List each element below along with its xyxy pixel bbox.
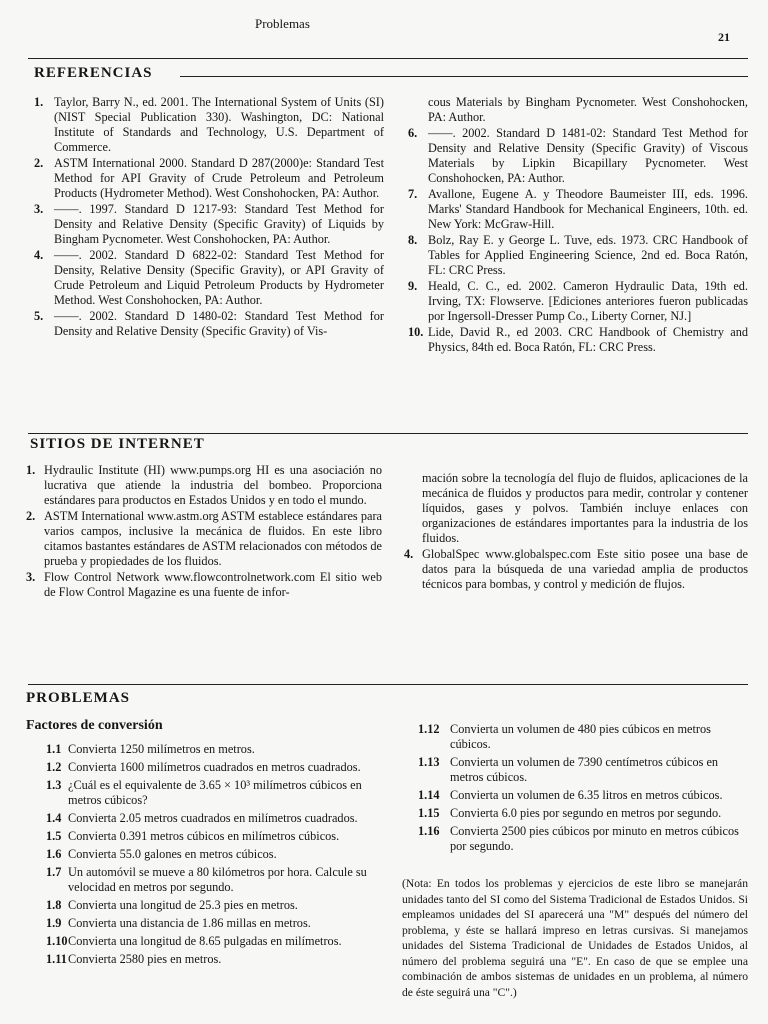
reference-item: 9. Heald, C. C., ed. 2002. Cameron Hydraulic Data, 19th ed. Irving, TX: Flowserve. [Ediciones anteriores fueron publicadas por Ingersoll-Dresser Pump Co., Liberty Corner, NJ.] bbox=[408, 279, 748, 323]
reference-continuation: cous Materials by Bingham Pycnometer. West Conshohocken, PA: Author. bbox=[428, 95, 748, 124]
reference-item: 2. ASTM International 2000. Standard D 287(2000)e: Standard Test Method for API Gravity of Crude Petroleum and Petroleum Products (Hydrometer Method). West Conshohocken, PA: Author. bbox=[34, 156, 384, 200]
referencias-right-column bbox=[408, 95, 748, 356]
problem-item: 1.7 Un automóvil se mueve a 80 kilómetros por hora. Calcule su velocidad en metros por segundo. bbox=[46, 865, 367, 894]
problem-item: 1.1 Convierta 1250 milímetros en metros. bbox=[46, 742, 255, 756]
section-rule bbox=[28, 58, 748, 59]
referencias-left-column bbox=[34, 95, 384, 340]
problems-right-column bbox=[418, 722, 748, 857]
section-rule bbox=[28, 684, 748, 685]
problem-item: 1.16 Convierta 2500 pies cúbicos por minuto en metros cúbicos por segundo. bbox=[418, 824, 739, 853]
reference-item: 1. Taylor, Barry N., ed. 2001. The International System of Units (SI) (NIST Special Publication 330). Washington, DC: National Institute of Standards and Technology, U.S. Department of Commerce. bbox=[34, 95, 384, 154]
problemas-subheading: Factores de conversión bbox=[26, 718, 163, 733]
sitios-left-column bbox=[26, 463, 382, 601]
reference-item: 7. Avallone, Eugene A. y Theodore Baumeister III, eds. 1996. Marks' Standard Handbook for Mechanical Engineers, 10th. ed. New York: McGraw-Hill. bbox=[408, 187, 748, 231]
website-continuation: mación sobre la tecnología del flujo de fluidos, aplicaciones de la mecánica de fluidos y productos para medir, controlar y contener líquidos, gases y polvos. También incluye enlaces con organizaciones de estándares importantes para la industria de los fluidos. bbox=[422, 471, 748, 545]
problem-item: 1.10 Convierta una longitud de 8.65 pulgadas en milímetros. bbox=[46, 934, 342, 948]
section-rule bbox=[180, 76, 748, 77]
problem-item: 1.14 Convierta un volumen de 6.35 litros en metros cúbicos. bbox=[418, 788, 723, 802]
problem-item: 1.3 ¿Cuál es el equivalente de 3.65 × 10³ milímetros cúbicos en metros cúbicos? bbox=[46, 778, 362, 807]
website-item: 3. Flow Control Network www.flowcontrolnetwork.com El sitio web de Flow Control Magazine es una fuente de infor- bbox=[26, 570, 382, 599]
problem-item: 1.11 Convierta 2580 pies en metros. bbox=[46, 952, 222, 966]
reference-item: 6. ——. 2002. Standard D 1481-02: Standard Test Method for Density and Relative Density (Specific Gravity) of Viscous Materials by Lipkin Bicapillary Pycnometer. West Conshohocken, PA: Author. bbox=[408, 126, 748, 185]
problem-item: 1.8 Convierta una longitud de 25.3 pies en metros. bbox=[46, 898, 298, 912]
reference-item: 5. ——. 2002. Standard D 1480-02: Standard Test Method for Density and Relative Density (Specific Gravity) of Vis- bbox=[34, 309, 384, 338]
page-number: 21 bbox=[718, 30, 730, 44]
problem-item: 1.13 Convierta un volumen de 7390 centímetros cúbicos en metros cúbicos. bbox=[418, 755, 719, 784]
problem-item: 1.6 Convierta 55.0 galones en metros cúbicos. bbox=[46, 847, 277, 861]
reference-item: 10. Lide, David R., ed 2003. CRC Handbook of Chemistry and Physics, 84th ed. Boca Ratón, FL: CRC Press. bbox=[408, 325, 748, 354]
problem-item: 1.9 Convierta una distancia de 1.86 millas en metros. bbox=[46, 916, 311, 930]
sitios-heading: SITIOS DE INTERNET bbox=[30, 436, 205, 452]
website-item: 2. ASTM International www.astm.org ASTM establece estándares para varios campos, inclusive la mecánica de fluidos. En este libro citamos bastantes estándares de ASTM relacionados con métodos de prueba y propiedades de los fluidos. bbox=[26, 509, 382, 568]
reference-item: 4. ——. 2002. Standard D 6822-02: Standard Test Method for Density, Relative Density (Specific Gravity), or API Gravity of Crude Petroleum and Liquid Petroleum Products by Hydrometer Method. West Conshohocken, PA: Author. bbox=[34, 248, 384, 307]
problem-item: 1.2 Convierta 1600 milímetros cuadrados en metros cuadrados. bbox=[46, 760, 361, 774]
problem-item: 1.5 Convierta 0.391 metros cúbicos en milímetros cúbicos. bbox=[46, 829, 340, 843]
problemas-heading: PROBLEMAS bbox=[26, 690, 131, 706]
sitios-right-column bbox=[404, 471, 748, 593]
running-header: Problemas bbox=[255, 16, 310, 31]
units-note: (Nota: En todos los problemas y ejercicios de este libro se manejarán unidades tanto del SI como del Sistema Tradicional de Estados Unidos. Si empleamos unidades del SI aparecerá una "M" después del número del problema, y éste se hallará impreso en letras cursivas. Si manejamos unidades del Sistema Tradicional de Unidades de Estados Unidos, al número del problema seguirá una "E". En caso de que se emplee una combinación de ambos sistemas de unidades en un problema, al número de éste seguirá una "C".) bbox=[402, 877, 748, 999]
problem-item: 1.4 Convierta 2.05 metros cuadrados en milímetros cuadrados. bbox=[46, 811, 358, 825]
section-rule bbox=[28, 433, 748, 434]
referencias-heading: REFERENCIAS bbox=[34, 65, 153, 81]
website-item: 1. Hydraulic Institute (HI) www.pumps.org HI es una asociación no lucrativa que atiende la industria del bombeo. Proporciona estándares para productos en Estados Unidos y en todo el mundo. bbox=[26, 463, 382, 507]
reference-item: 8. Bolz, Ray E. y George L. Tuve, eds. 1973. CRC Handbook of Tables for Applied Engineering Science, 2nd ed. Boca Ratón, FL: CRC Press. bbox=[408, 233, 748, 277]
problems-left-column bbox=[26, 742, 378, 970]
problem-item: 1.15 Convierta 6.0 pies por segundo en metros por segundo. bbox=[418, 806, 722, 820]
website-item: 4. GlobalSpec www.globalspec.com Este sitio posee una base de datos para la búsqueda de una variedad amplia de productos técnicos para bombas, y control y medición de flujos. bbox=[404, 547, 748, 591]
problem-item: 1.12 Convierta un volumen de 480 pies cúbicos en metros cúbicos. bbox=[418, 722, 711, 751]
reference-item: 3. ——. 1997. Standard D 1217-93: Standard Test Method for Density and Relative Density (Specific Gravity) of Liquids by Bingham Pycnometer. West Conshohocken, PA: Author. bbox=[34, 202, 384, 246]
